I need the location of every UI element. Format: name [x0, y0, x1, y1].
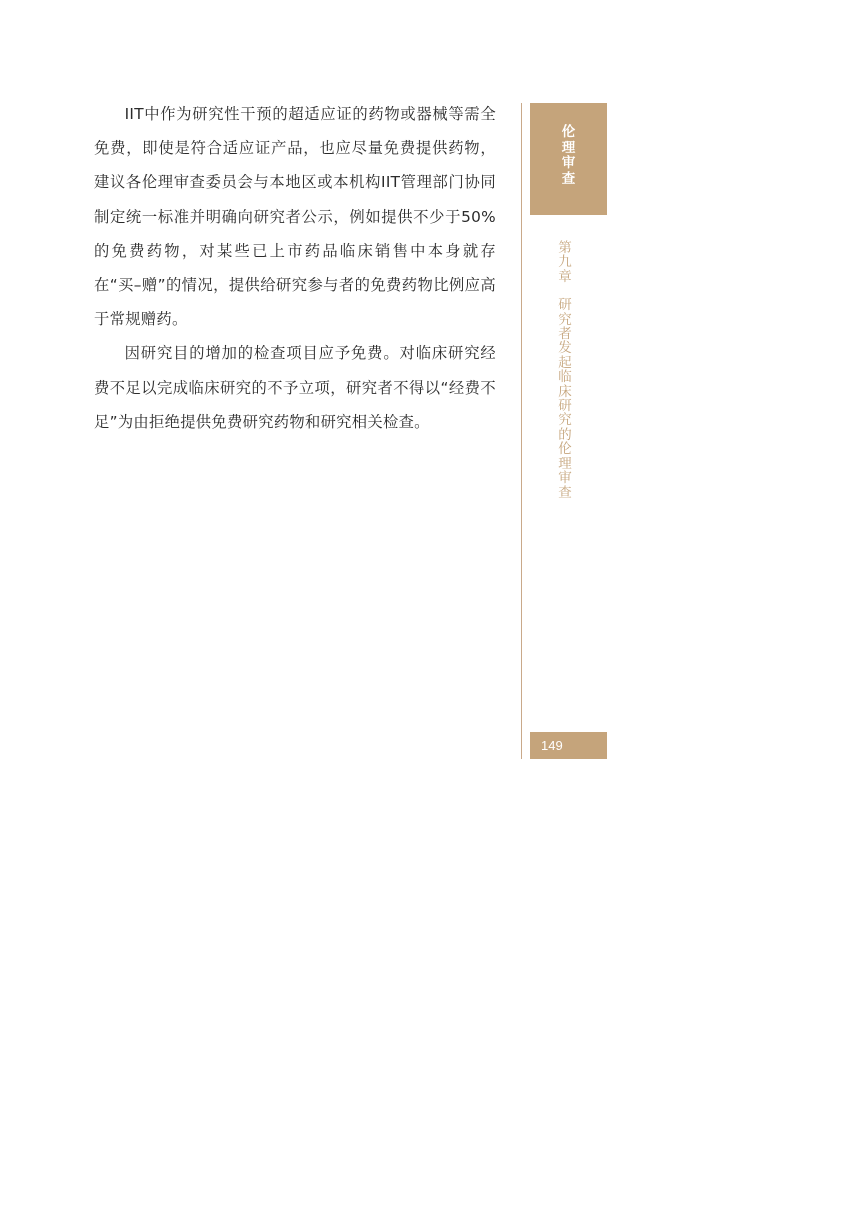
chapter-heading — [555, 241, 575, 500]
chapter-title: 研 究 者 发 起 临 床 研 究 的 伦 理 审 查 — [558, 297, 572, 501]
page-number: 149 — [541, 738, 563, 753]
chapter-number: 第 九 章 — [558, 240, 572, 285]
page-number-tab — [530, 732, 607, 759]
main-body-text — [94, 97, 496, 439]
paragraph-1: IIT中作为研究性干预的超适应证的药物或器械等需全免费，即使是符合适应证产品，也应尽量免费提供药物，建议各伦理审查委员会与本地区或本机构IIT管理部门协同制定统一标准并明确向研究者公示，例如提供不少于50%的免费药物，对某些已上市药品临床销售中本身就存在“买–赠”的情况，提供给研究参与者的免费药物比例应高于常规赠药。 — [94, 105, 496, 329]
sidebar-divider-line — [521, 103, 522, 759]
section-tab-label: 伦 理 审 查 — [561, 124, 576, 187]
section-tab — [530, 103, 607, 215]
paragraph-2: 因研究目的增加的检查项目应予免费。对临床研究经费不足以完成临床研究的不予立项，研究者不得以“经费不足”为由拒绝提供免费研究药物和研究相关检查。 — [94, 344, 496, 431]
